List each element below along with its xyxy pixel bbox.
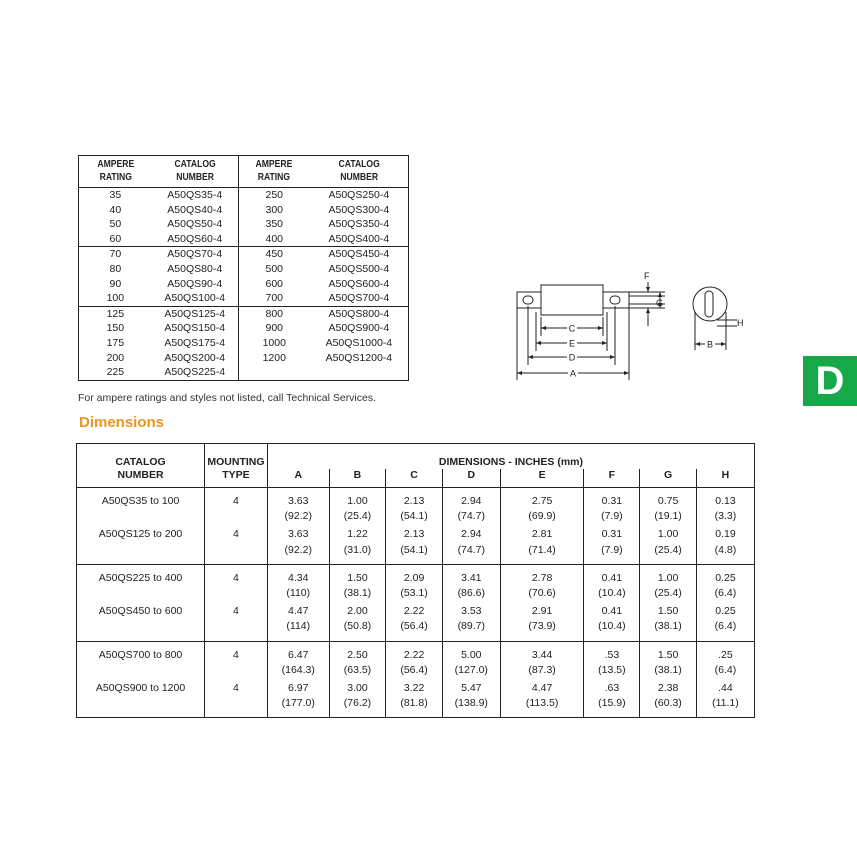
mm-value: (60.3) [654, 697, 682, 710]
catalog-range-cell: A50QS900 to 1200 [77, 678, 205, 718]
catalog-number-cell: A50QS1000-4 [325, 336, 393, 349]
inches-value: 2.94 [461, 528, 482, 541]
ampere-rating-cell: 350 [265, 218, 284, 231]
catalog-number-cell: A50QS700-4 [328, 292, 390, 305]
dimension-cell-c [386, 564, 443, 601]
dimension-cell-h [696, 641, 754, 678]
inches-value: 2.13 [403, 528, 425, 541]
dimension-cell-f [584, 488, 640, 525]
ratings-row [79, 321, 409, 336]
mm-value: (53.1) [400, 587, 428, 600]
mm-value: (87.3) [528, 663, 556, 676]
catalog-number-cell: A50QS400-4 [328, 232, 390, 245]
dimension-cell-h [696, 564, 754, 601]
mounting-type-cell: 4 [205, 678, 268, 718]
inches-value: 2.50 [347, 648, 368, 661]
ampere-rating-cell: 40 [109, 203, 122, 216]
inches-value: 0.75 [657, 495, 679, 507]
dimension-cell-h [696, 601, 754, 641]
ampere-rating-cell: 400 [265, 232, 284, 245]
inches-value: 2.94 [461, 495, 482, 507]
inches-value: .63 [604, 682, 620, 695]
ratings-row [79, 336, 409, 351]
dimension-letter-b: B [329, 469, 386, 488]
catalog-number-cell: A50QS1200-4 [325, 351, 393, 364]
dimension-cell-c [386, 678, 443, 718]
dimension-cell-f [584, 641, 640, 678]
catalog-number-cell: A50QS500-4 [328, 262, 390, 275]
mm-value: (76.2) [343, 697, 372, 710]
ampere-rating-cell: 50 [109, 218, 122, 231]
mm-value: (81.8) [400, 697, 428, 710]
ampere-rating-cell: 125 [79, 306, 152, 321]
dimension-cell-a [267, 564, 329, 601]
mm-value: (113.5) [525, 697, 559, 710]
catalog-number-cell: A50QS100-4 [152, 291, 239, 306]
ratings-row [79, 232, 409, 247]
mm-value: (25.4) [343, 510, 372, 523]
mm-value: (74.7) [457, 543, 485, 556]
ratings-row [79, 247, 409, 262]
mm-value: (92.2) [284, 510, 312, 523]
inches-value: 2.38 [657, 682, 679, 695]
dimension-cell-a [267, 488, 329, 525]
header-dimensions-group: DIMENSIONS - INCHES (mm) [438, 456, 583, 468]
mm-value: (38.1) [654, 620, 682, 633]
dimension-letter-c: C [386, 469, 443, 488]
mm-value: (10.4) [598, 587, 626, 600]
mm-value: (89.7) [457, 620, 485, 633]
dimension-row [77, 678, 755, 718]
inches-value: 2.91 [531, 605, 553, 618]
ampere-rating-cell: 300 [265, 203, 284, 216]
inches-value: 0.41 [601, 571, 623, 584]
mm-value: (86.6) [457, 587, 485, 600]
diagram-label-c: C [568, 323, 576, 334]
mm-value: (11.1) [712, 697, 739, 710]
dimension-cell-g [640, 678, 697, 718]
dimension-row [77, 601, 755, 641]
inches-value: 0.31 [601, 528, 623, 541]
dimension-cell-a [267, 678, 329, 718]
ampere-rating-cell: 800 [238, 306, 309, 321]
fuse-side-view [517, 282, 737, 380]
mm-value: (177.0) [281, 697, 315, 710]
catalog-number-cell: A50QS50-4 [152, 217, 239, 232]
inches-value: 1.50 [347, 571, 368, 584]
diagram-label-d: D [568, 352, 576, 363]
ampere-rating-cell [238, 365, 309, 380]
ampere-rating-cell: 175 [106, 336, 125, 349]
mm-value: (4.8) [714, 543, 737, 556]
dimension-cell-d [442, 641, 500, 678]
mm-value: (71.4) [528, 543, 556, 556]
dimension-cell-e [500, 601, 584, 641]
dimension-letter-e: E [500, 469, 584, 488]
dimension-letter-g: G [640, 469, 697, 488]
mounting-type-cell: 4 [205, 524, 268, 564]
inches-value: 0.31 [601, 495, 623, 507]
mm-value: (70.6) [528, 587, 556, 600]
mm-value: (7.9) [601, 543, 623, 556]
dimension-cell-g [640, 641, 697, 678]
dimension-cell-e [500, 564, 584, 601]
dimension-row [77, 564, 755, 601]
mm-value: (38.1) [654, 663, 682, 676]
dimension-cell-g [640, 564, 697, 601]
catalog-number-cell: A50QS70-4 [152, 247, 239, 262]
ampere-rating-cell: 450 [238, 247, 309, 262]
inches-value: 0.13 [715, 495, 736, 507]
inches-value: 1.50 [657, 605, 679, 618]
ratings-row [79, 203, 409, 218]
mm-value: (56.4) [400, 620, 428, 633]
ampere-rating-cell: 900 [265, 322, 284, 335]
ampere-rating-cell: 250 [265, 189, 284, 201]
ampere-rating-cell: 80 [109, 262, 122, 275]
inches-value: 4.47 [531, 682, 553, 695]
catalog-number-cell: A50QS600-4 [328, 277, 390, 290]
dimension-cell-g [640, 488, 697, 525]
dimension-cell-e [500, 678, 584, 718]
mm-value: (164.3) [281, 663, 315, 676]
inches-value: 0.19 [715, 528, 736, 541]
dimension-cell-a [267, 524, 329, 564]
dimension-cell-g [640, 524, 697, 564]
ratings-row [79, 291, 409, 306]
diagram-label-f: F [644, 271, 650, 281]
inches-value: 3.53 [461, 605, 482, 618]
inches-value: 4.47 [288, 605, 309, 618]
dimension-cell-h [696, 678, 754, 718]
fuse-dimension-diagram [505, 262, 750, 382]
ratings-row [79, 217, 409, 232]
diagram-label-g: G [656, 298, 664, 308]
catalog-number-cell [310, 365, 409, 380]
inches-value: 2.75 [531, 495, 553, 507]
catalog-range-cell: A50QS125 to 200 [77, 524, 205, 564]
ratings-row [79, 277, 409, 292]
ratings-row [79, 351, 409, 366]
dimension-row [77, 488, 755, 525]
mm-value: (69.9) [528, 510, 556, 523]
mm-value: (110) [286, 587, 311, 600]
inches-value: 1.00 [657, 571, 679, 584]
mm-value: (15.9) [598, 697, 626, 710]
ampere-rating-cell: 500 [265, 262, 284, 275]
ampere-rating-cell: 1200 [262, 351, 286, 364]
dimension-cell-b [329, 601, 386, 641]
ampere-rating-cell: 225 [106, 366, 125, 379]
ratings-row [79, 365, 409, 380]
mm-value: (6.4) [714, 663, 737, 676]
ampere-rating-cell: 35 [109, 189, 122, 201]
inches-value: 3.44 [531, 648, 553, 661]
dimension-cell-b [329, 564, 386, 601]
dimensions-body [77, 488, 755, 718]
ampere-rating-cell: 200 [106, 351, 125, 364]
inches-value: 2.22 [403, 648, 425, 661]
inches-value: 3.22 [403, 682, 425, 695]
inches-value: 5.00 [461, 648, 482, 661]
inches-value: 2.81 [531, 528, 553, 541]
catalog-number-cell: A50QS150-4 [152, 321, 239, 336]
dimension-letter-d: D [442, 469, 500, 488]
dimension-cell-f [584, 601, 640, 641]
catalog-number-cell: A50QS800-4 [310, 306, 409, 321]
inches-value: 6.97 [288, 682, 309, 695]
diagram-label-a: A [569, 368, 577, 379]
mm-value: (138.9) [454, 697, 488, 710]
ampere-rating-cell: 70 [79, 247, 152, 262]
mm-value: (10.4) [598, 620, 626, 633]
header-mounting-type: MOUNTING TYPE [205, 444, 268, 488]
mm-value: (56.4) [400, 663, 428, 676]
dimension-cell-f [584, 524, 640, 564]
inches-value: 0.41 [601, 605, 623, 618]
header-catalog-number-1: CATALOG NUMBER [159, 156, 230, 188]
dimension-cell-f [584, 564, 640, 601]
inches-value: 3.41 [461, 571, 482, 584]
ampere-rating-cell: 150 [106, 322, 125, 335]
dimension-cell-e [500, 488, 584, 525]
mm-value: (7.9) [601, 510, 623, 523]
catalog-number-cell: A50QS225-4 [152, 365, 239, 380]
mm-value: (31.0) [343, 543, 372, 556]
inches-value: 2.09 [403, 571, 425, 584]
dimension-cell-g [640, 601, 697, 641]
catalog-number-cell: A50QS80-4 [152, 262, 239, 277]
mounting-type-cell: 4 [205, 641, 268, 678]
inches-value: 2.22 [403, 605, 425, 618]
dimension-cell-a [267, 601, 329, 641]
dimension-letter-f: F [584, 469, 640, 488]
inches-value: 2.78 [531, 571, 553, 584]
diagram-label-h: H [737, 318, 744, 328]
ratings-row [79, 188, 409, 203]
mm-value: (54.1) [400, 510, 428, 523]
mounting-type-cell: 4 [205, 564, 268, 601]
dimension-cell-d [442, 601, 500, 641]
inches-value: 3.63 [288, 495, 309, 507]
catalog-number-cell: A50QS350-4 [328, 218, 390, 231]
inches-value: 3.63 [288, 528, 309, 541]
footnote: For ampere ratings and styles not listed, call Technical Services. [78, 392, 377, 404]
mm-value: (92.2) [284, 543, 312, 556]
inches-value: 6.47 [288, 648, 309, 661]
dimension-letter-a: A [267, 469, 329, 488]
ratings-body [79, 188, 409, 381]
ampere-rating-cell: 700 [265, 292, 284, 305]
mm-value: (74.7) [457, 510, 485, 523]
dimension-cell-e [500, 641, 584, 678]
header-ampere-rating-2: AMPERE RATING [245, 156, 304, 188]
inches-value: .53 [604, 648, 620, 661]
ampere-rating-table [78, 155, 409, 381]
catalog-range-cell: A50QS450 to 600 [77, 601, 205, 641]
ratings-row [79, 306, 409, 321]
mm-value: (6.4) [714, 587, 737, 600]
catalog-number-cell: A50QS900-4 [328, 322, 390, 335]
catalog-number-cell: A50QS450-4 [310, 247, 409, 262]
inches-value: 0.25 [715, 571, 736, 584]
dimension-cell-c [386, 524, 443, 564]
dimension-cell-c [386, 601, 443, 641]
inches-value: 2.13 [403, 495, 425, 507]
catalog-number-cell: A50QS200-4 [152, 351, 239, 366]
mm-value: (127.0) [454, 663, 488, 676]
dimension-cell-b [329, 524, 386, 564]
inches-value: .44 [718, 682, 733, 695]
catalog-range-cell: A50QS35 to 100 [77, 488, 205, 525]
inches-value: 3.00 [347, 682, 368, 695]
dimension-cell-d [442, 488, 500, 525]
header-catalog-number: CATALOG NUMBER [77, 444, 205, 488]
dimension-cell-h [696, 524, 754, 564]
diagram-label-e: E [568, 338, 576, 349]
inches-value: 1.50 [657, 648, 679, 661]
mm-value: (19.1) [654, 510, 682, 523]
inches-value: 0.25 [715, 605, 736, 618]
dimension-cell-c [386, 488, 443, 525]
catalog-range-cell: A50QS225 to 400 [77, 564, 205, 601]
dimension-cell-b [329, 488, 386, 525]
dimension-row [77, 641, 755, 678]
inches-value: 4.34 [288, 571, 309, 584]
dimension-cell-b [329, 641, 386, 678]
dimension-cell-c [386, 641, 443, 678]
mm-value: (63.5) [343, 663, 372, 676]
dimension-cell-d [442, 564, 500, 601]
catalog-number-cell: A50QS125-4 [152, 306, 239, 321]
mm-value: (13.5) [598, 663, 626, 676]
catalog-number-cell: A50QS300-4 [328, 203, 390, 216]
catalog-number-cell: A50QS60-4 [152, 232, 239, 247]
header-ampere-rating-1: AMPERE RATING [85, 156, 145, 188]
ampere-rating-cell: 1000 [262, 336, 286, 349]
mm-value: (6.4) [714, 620, 737, 633]
mm-value: (73.9) [528, 620, 556, 633]
inches-value: 5.47 [461, 682, 482, 695]
mounting-type-cell: 4 [205, 488, 268, 525]
ampere-rating-cell: 600 [265, 277, 284, 290]
diagram-label-b: B [706, 339, 714, 350]
mm-value: (50.8) [343, 620, 372, 633]
dimensions-heading: Dimensions [79, 414, 165, 431]
dimension-cell-a [267, 641, 329, 678]
catalog-number-cell: A50QS40-4 [152, 203, 239, 218]
mm-value: (25.4) [654, 587, 682, 600]
inches-value: 1.22 [347, 528, 368, 541]
catalog-number-cell: A50QS90-4 [152, 277, 239, 292]
dimension-cell-e [500, 524, 584, 564]
catalog-range-cell: A50QS700 to 800 [77, 641, 205, 678]
inches-value: 1.00 [657, 528, 679, 541]
dimension-row [77, 524, 755, 564]
header-catalog-number-2: CATALOG NUMBER [319, 156, 400, 188]
ampere-rating-cell: 100 [106, 292, 125, 305]
dimension-cell-b [329, 678, 386, 718]
mm-value: (54.1) [400, 543, 428, 556]
section-tab: D [803, 356, 857, 406]
ampere-rating-cell: 60 [109, 232, 122, 245]
mm-value: (114) [286, 620, 311, 633]
inches-value: .25 [718, 648, 733, 661]
catalog-number-cell: A50QS175-4 [152, 336, 239, 351]
dimensions-table [76, 443, 755, 718]
catalog-number-cell: A50QS250-4 [328, 189, 390, 201]
inches-value: 2.00 [347, 605, 368, 618]
ampere-rating-cell: 90 [109, 277, 122, 290]
catalog-number-cell: A50QS35-4 [152, 188, 239, 203]
dimension-letter-h: H [696, 469, 754, 488]
mm-value: (38.1) [343, 587, 372, 600]
dimension-cell-d [442, 524, 500, 564]
ratings-row [79, 262, 409, 277]
dimension-cell-d [442, 678, 500, 718]
dimension-cell-f [584, 678, 640, 718]
mounting-type-cell: 4 [205, 601, 268, 641]
dimension-cell-h [696, 488, 754, 525]
mm-value: (3.3) [714, 510, 737, 523]
inches-value: 1.00 [347, 495, 368, 507]
mm-value: (25.4) [654, 543, 682, 556]
